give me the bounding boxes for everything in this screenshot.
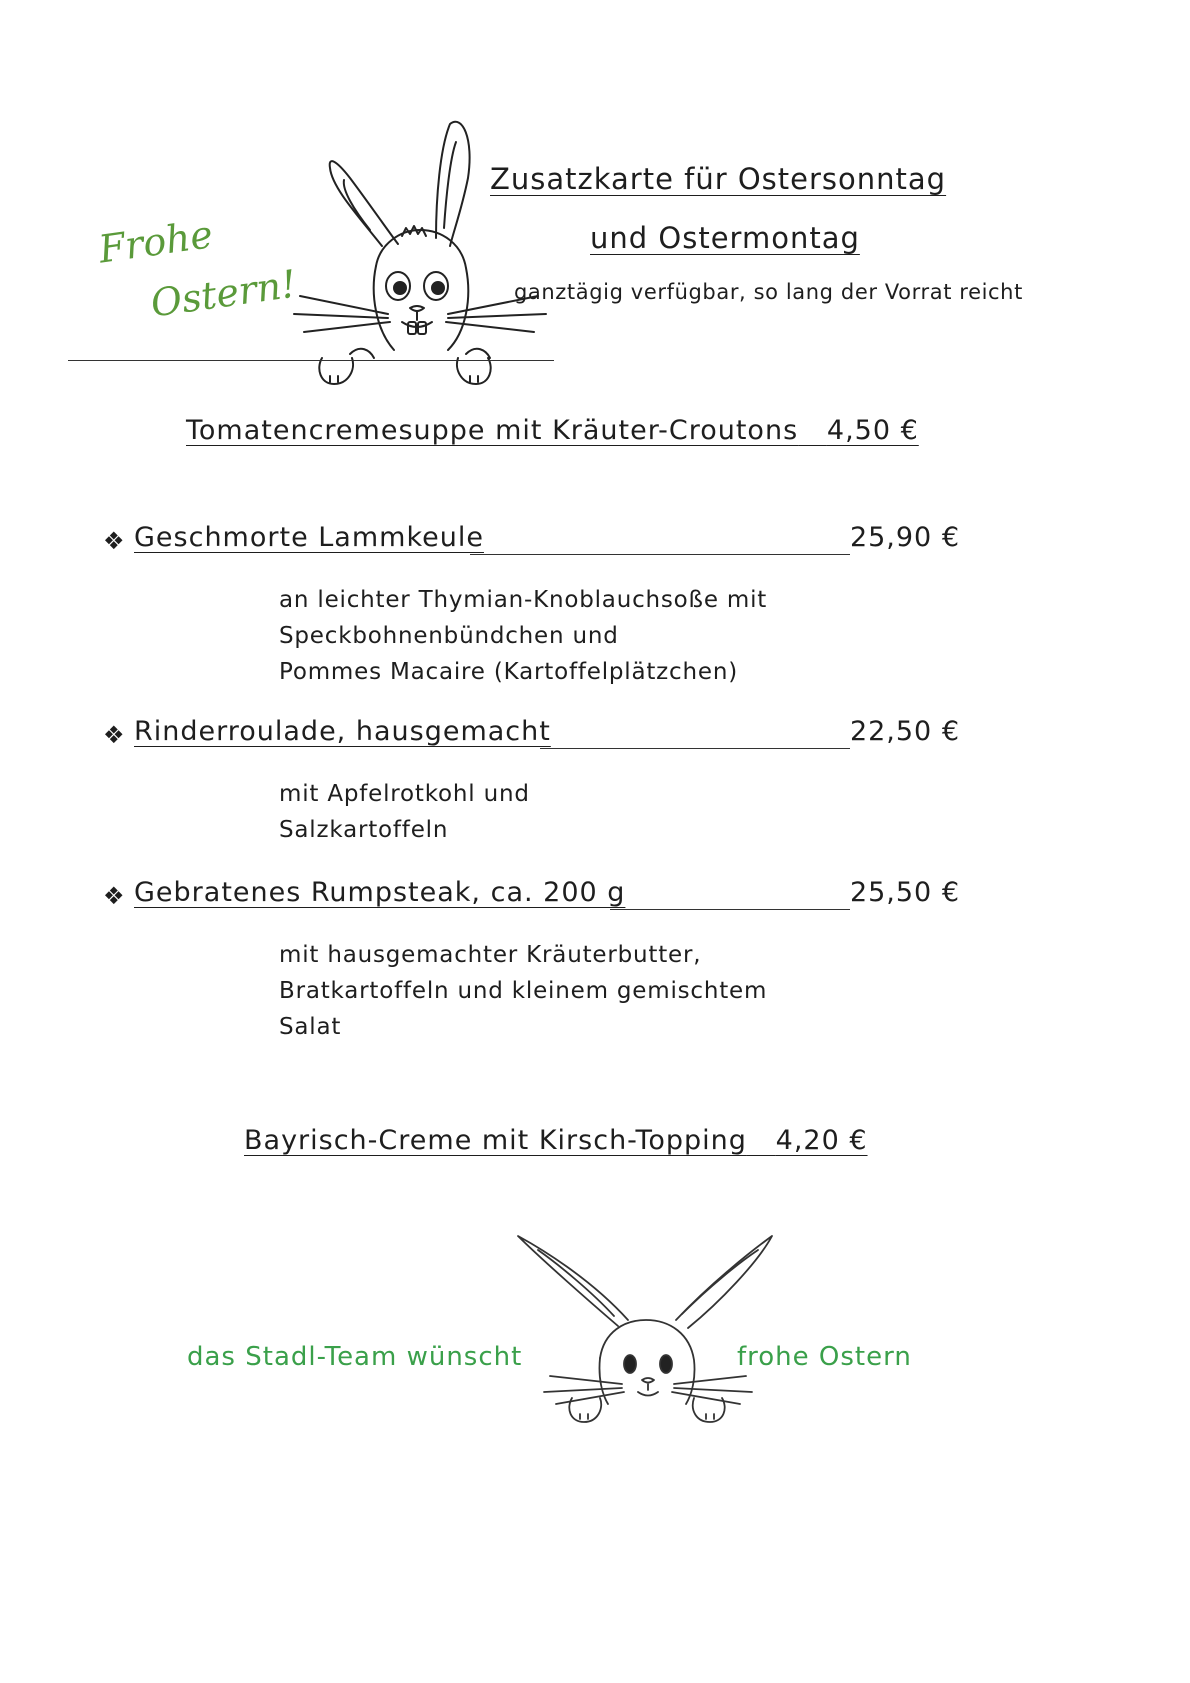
dish-description-line: Speckbohnenbündchen und [279,623,619,649]
dish-description-line: an leichter Thymian-Knoblauchsoße mit [279,587,768,613]
dish-name: Geschmorte Lammkeule [134,522,484,553]
bunny-bottom-icon [510,1228,780,1428]
page-title-line1: Zusatzkarte für Ostersonntag [490,162,947,196]
dish-description [279,582,767,690]
dish-leader-line [470,554,850,555]
dish-description [279,776,530,848]
dish-description-line: Pommes Macaire (Kartoffelplätzchen) [279,659,738,685]
dish-leader-line [540,748,850,749]
footer-greeting-left: das Stadl-Team wünscht [187,1342,523,1372]
dish-name: Rinderroulade, hausgemacht [134,716,551,747]
dessert-name: Bayrisch-Creme mit Kirsch-Topping [244,1125,747,1156]
dish-description-line: mit Apfelrotkohl und [279,781,530,807]
greeting-line1: Frohe [96,212,216,272]
dish-description-line: Bratkartoffeln und kleinem gemischtem [279,978,768,1004]
page-title-line2: und Ostermontag [590,221,860,255]
dish-price: 22,50 € [849,716,960,747]
greeting-line2: Ostern! [148,261,300,326]
soup-item [186,415,919,446]
dessert-price: 4,20 € [775,1125,868,1156]
soup-name: Tomatencremesuppe mit Kräuter-Croutons [186,415,799,446]
dish-leader-line [610,909,850,910]
dish-description-line: mit hausgemachter Kräuterbutter, [279,942,702,968]
dish-price: 25,90 € [849,522,960,553]
footer-greeting-right: frohe Ostern [737,1342,912,1372]
dish-description-line: Salzkartoffeln [279,817,449,843]
bullet-icon: ❖ [103,882,125,910]
dish-description [279,937,767,1045]
dish-price: 25,50 € [849,877,960,908]
bullet-icon: ❖ [103,527,125,555]
header-divider [68,360,554,361]
dessert-item [244,1125,868,1156]
bullet-icon: ❖ [103,721,125,749]
availability-note: ganztägig verfügbar, so lang der Vorrat reicht [514,280,1023,304]
dish-description-line: Salat [279,1014,342,1040]
soup-price: 4,50 € [826,415,919,446]
dish-name: Gebratenes Rumpsteak, ca. 200 g [134,877,626,908]
